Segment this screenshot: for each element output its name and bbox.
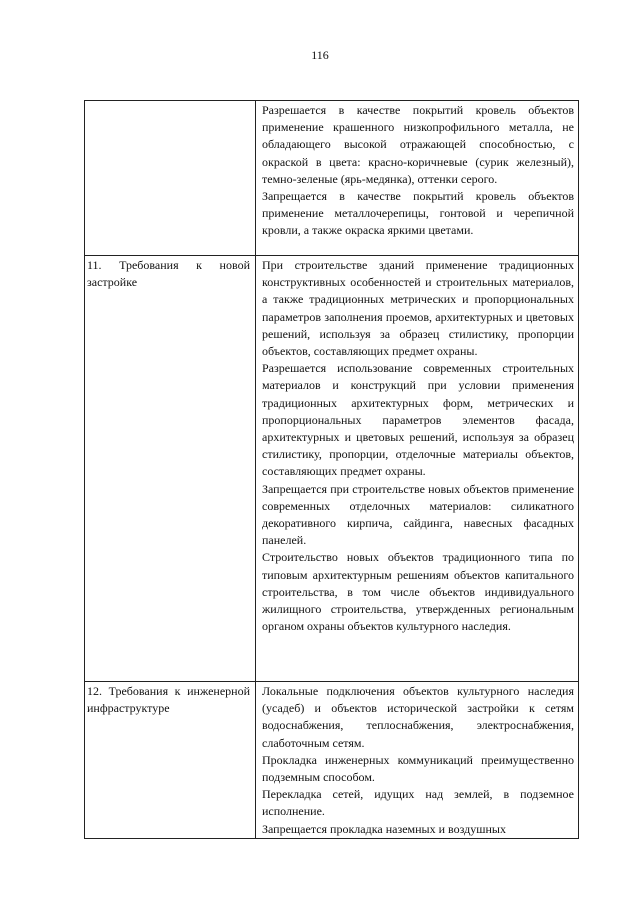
requirement-cell <box>85 256 256 682</box>
paragraph: Перекладка сетей, идущих над землей, в подземное исполнение. <box>262 787 574 819</box>
table-row <box>85 101 579 256</box>
requirements-table <box>84 100 579 839</box>
paragraph: Разрешается использование современных строительных материалов и конструкций при условии применения традиционных архитектурных форм, метрических и пропорциональных параметров элементов фасада, архитектурных и цветовых решений, используя за образец стилистику, пропорции, отделочные материалы объектов, составляющих предмет охраны. <box>262 361 574 479</box>
description-cell <box>256 256 579 682</box>
requirement-title: 12. Требования к инженерной инфраструктуре <box>87 684 250 716</box>
description-cell <box>256 101 579 256</box>
page-number: 116 <box>311 48 329 62</box>
paragraph: Запрещается в качестве покрытий кровель объектов применение металлочерепицы, гонтовой и черепичной кровли, а также окраска яркими цветами. <box>262 189 574 238</box>
paragraph: Прокладка инженерных коммуникаций преимущественно подземным способом. <box>262 752 574 785</box>
paragraph: При строительстве зданий применение традиционных конструктивных особенностей и строительных материалов, а также традиционных метрических и пропорциональных параметров заполнения проемов, архитектурных и цветовых решений, используя за образец стилистику, пропорции объектов, составляющих предмет охраны. <box>262 258 574 359</box>
table-row <box>85 256 579 682</box>
requirement-cell <box>85 101 256 256</box>
table-row <box>85 682 579 839</box>
requirement-title: 11. Требования к новой застройке <box>87 258 250 290</box>
paragraph: Локальные подключения объектов культурного наследия (усадеб) и объектов исторической застройки к сетям водоснабжения, теплоснабжения, электроснабжения, слаботочным сетям. <box>262 684 574 750</box>
paragraph: Строительство новых объектов традиционного типа по типовым архитектурным решениям объектов капитального строительства, в том числе объектов индивидуального жилищного строительства, утвержденных региональным органом охраны объектов культурного наследия. <box>262 550 574 634</box>
paragraph: Запрещается прокладка наземных и воздушных <box>262 821 506 836</box>
paragraph: Разрешается в качестве покрытий кровель объектов применение крашенного низкопрофильного металла, не обладающего высокой отражающей способностью, с окраской в цвета: красно-коричневые (сурик железный), темно-зеленые (ярь-медянка), оттенки серого. <box>262 103 574 186</box>
description-cell <box>256 682 579 839</box>
requirement-cell <box>85 682 256 839</box>
paragraph: Запрещается при строительстве новых объектов применение современных отделочных материалов: силикатного декоративного кирпича, сайдинга, навесных фасадных панелей. <box>262 481 574 548</box>
